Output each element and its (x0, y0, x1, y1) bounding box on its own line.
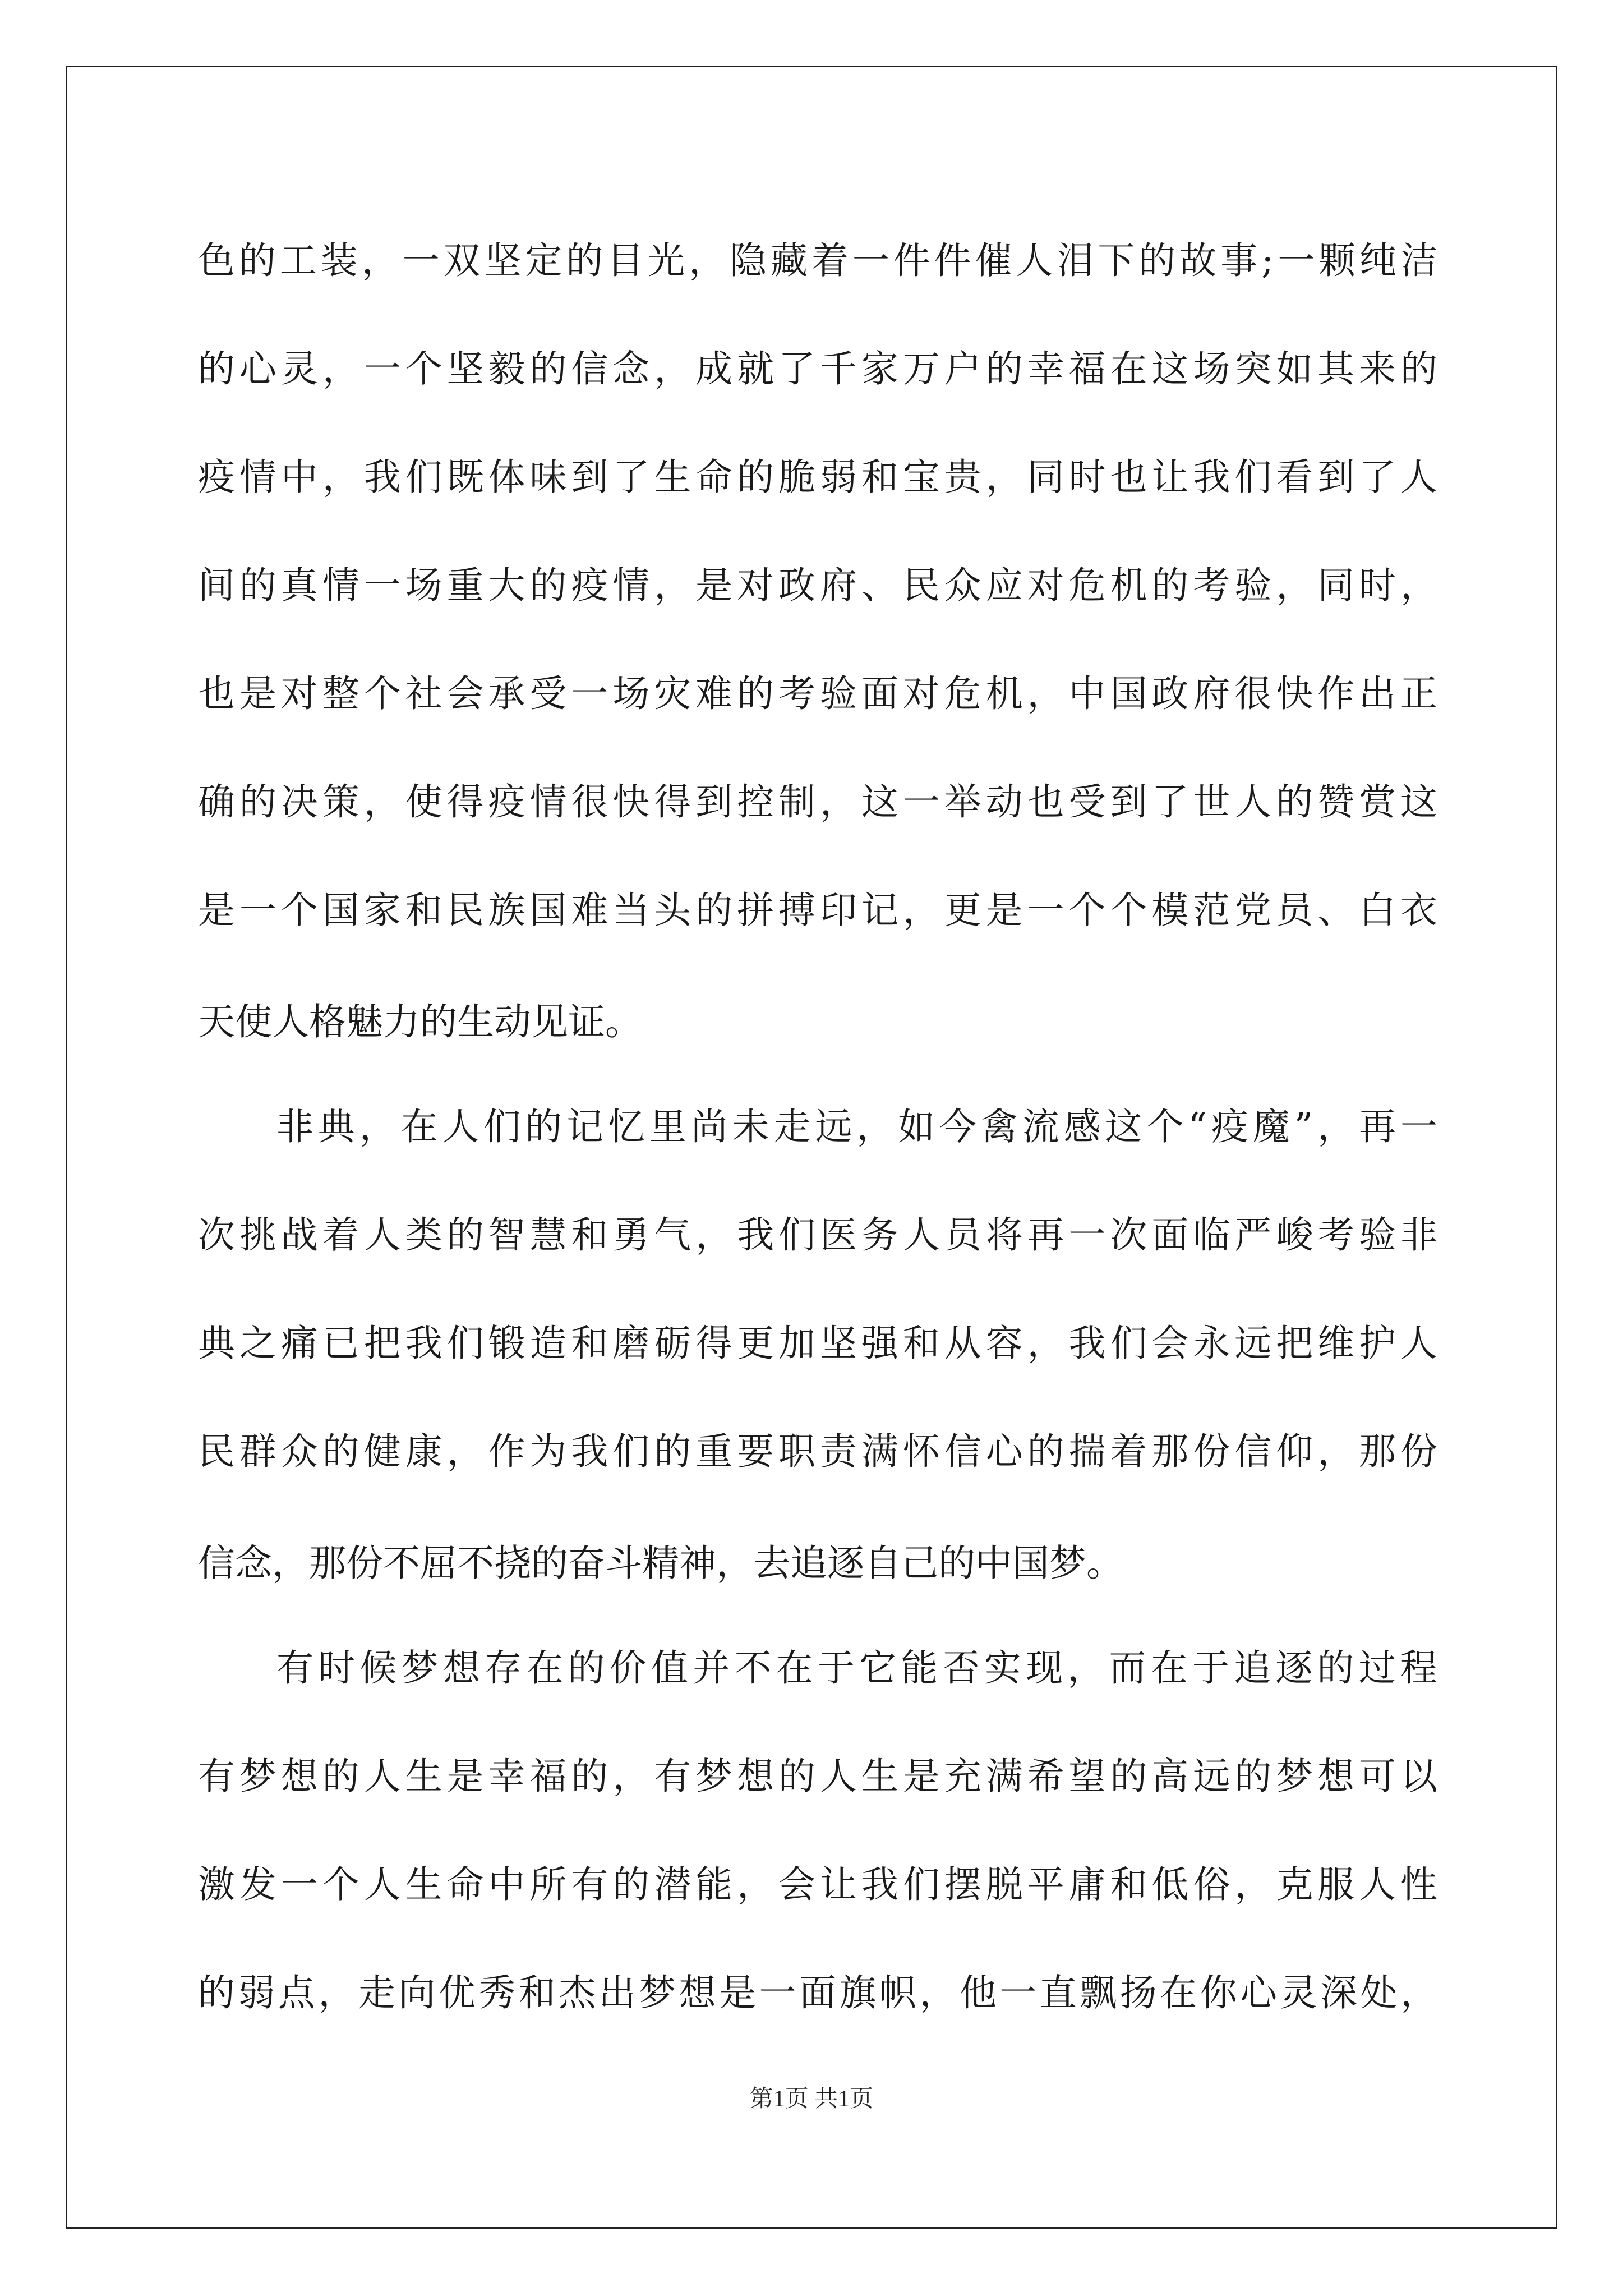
text-line: 的心灵，一个坚毅的信念，成就了千家万户的幸福在这场突如其来的 (198, 347, 1437, 390)
text-line: 疫情中，我们既体味到了生命的脆弱和宝贵，同时也让我们看到了人 (198, 455, 1437, 499)
text-line: 天使人格魅力的生动见证。 (198, 1000, 642, 1043)
text-line: 典之痛已把我们锻造和磨砺得更加坚强和从容，我们会永远把维护人 (198, 1322, 1437, 1365)
text-line: 的弱点，走向优秀和杰出梦想是一面旗帜，他一直飘扬在你心灵深处， (198, 1971, 1437, 2014)
text-line: 次挑战着人类的智慧和勇气，我们医务人员将再一次面临严峻考验非 (198, 1213, 1437, 1257)
text-line: 是一个国家和民族国难当头的拼搏印记，更是一个个模范党员、白衣 (198, 889, 1437, 932)
text-line: 间的真情一场重大的疫情，是对政府、民众应对危机的考验，同时， (198, 564, 1437, 607)
paragraph-first-line: 有时候梦想存在的价值并不在于它能否实现，而在于追逐的过程 (276, 1646, 1437, 1690)
paragraph-first-line: 非典，在人们的记忆里尚未走远，如今禽流感这个“疫魔”，再一 (276, 1105, 1437, 1148)
text-line: 色的工装，一双坚定的目光，隐藏着一件件催人泪下的故事;一颗纯洁 (198, 239, 1437, 282)
text-line: 有梦想的人生是幸福的，有梦想的人生是充满希望的高远的梦想可以 (198, 1755, 1437, 1798)
text-line: 民群众的健康，作为我们的重要职责满怀信心的揣着那份信仰，那份 (198, 1430, 1437, 1473)
document-body (198, 206, 1437, 2047)
text-line: 确的决策，使得疫情很快得到控制，这一举动也受到了世人的赞赏这 (198, 780, 1437, 823)
text-line: 也是对整个社会承受一场灾难的考验面对危机，中国政府很快作出正 (198, 672, 1437, 715)
text-line: 激发一个人生命中所有的潜能，会让我们摆脱平庸和低俗，克服人性 (198, 1863, 1437, 1906)
text-line: 信念，那份不屈不挠的奋斗精神，去追逐自己的中国梦。 (198, 1542, 1123, 1585)
page-footer: 第1页 共1页 (749, 2086, 874, 2112)
